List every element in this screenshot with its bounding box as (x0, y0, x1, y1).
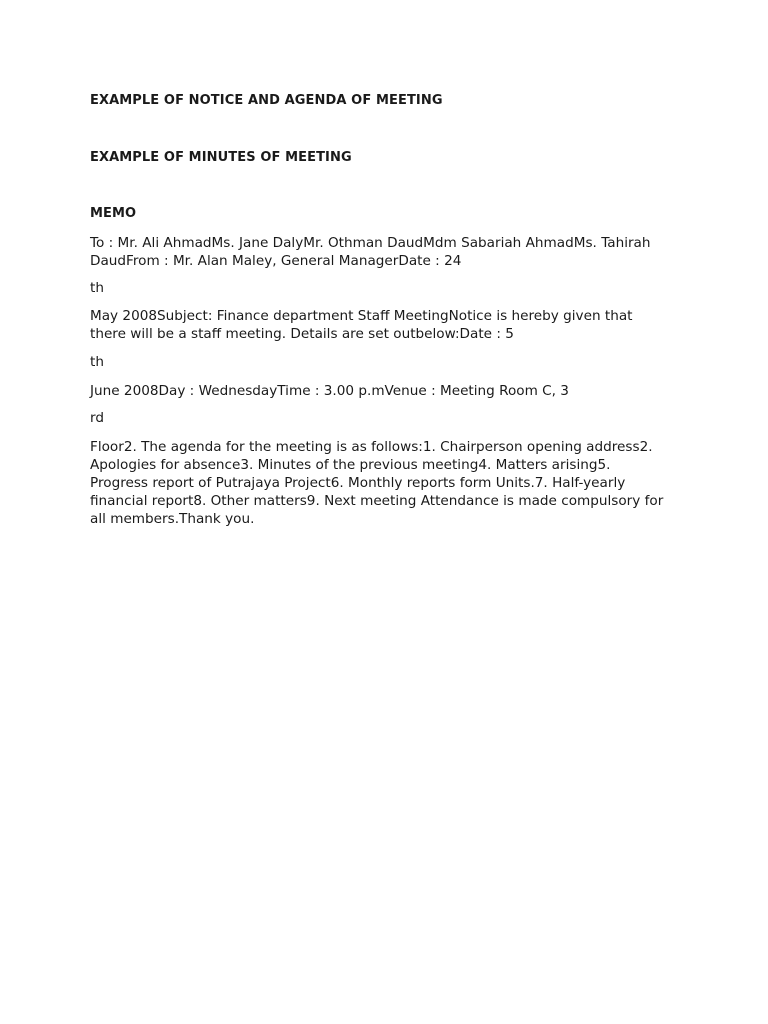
memo-date-venue-paragraph: June 2008Day : WednesdayTime : 3.00 p.mVenue : Meeting Room C, 3 (90, 383, 569, 399)
heading-notice-agenda: EXAMPLE OF NOTICE AND AGENDA OF MEETING (90, 93, 443, 108)
heading-minutes: EXAMPLE OF MINUTES OF MEETING (90, 150, 352, 165)
memo-subject-paragraph: May 2008Subject: Finance department Staff MeetingNotice is hereby given that there will be a staff meeting. Details are set outbelow:Date : 5 (90, 308, 633, 342)
memo-to-from-paragraph: To : Mr. Ali AhmadMs. Jane DalyMr. Othman DaudMdm Sabariah AhmadMs. Tahirah DaudFrom : Mr. Alan Maley, General ManagerDate : 24 (90, 235, 651, 269)
ordinal-suffix-rd: rd (90, 410, 104, 426)
ordinal-suffix-th: th (90, 354, 104, 370)
ordinal-suffix-th: th (90, 280, 104, 296)
memo-agenda-paragraph: Floor2. The agenda for the meeting is as follows:1. Chairperson opening address2. Apologies for absence3. Minutes of the previous meeting4. Matters arising5. Progress report of Putrajaya Project6. Monthly reports form Units.7. Half-yearly financial report8. Other matters9. Next meeting Attendance is made compulsory for all members.Thank you. (90, 439, 664, 527)
heading-memo: MEMO (90, 206, 137, 221)
